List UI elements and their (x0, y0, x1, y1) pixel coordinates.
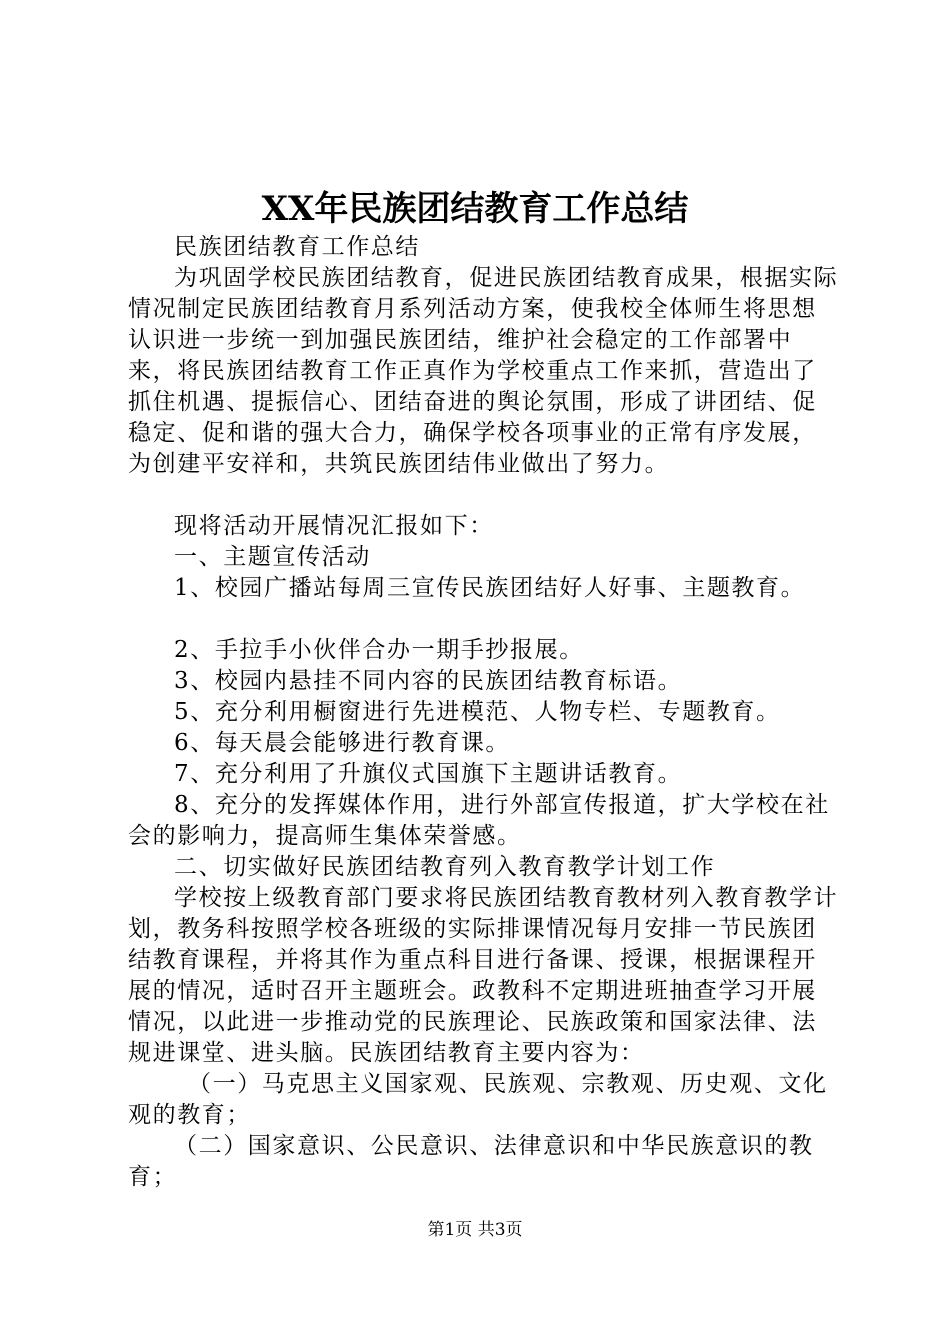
subtitle-paragraph: 民族团结教育工作总结 (174, 234, 420, 260)
list-item-8: 8、充分的发挥媒体作用，进行外部宣传报道，扩大学校在社会的影响力，提高师生集体荣誉感。 (128, 792, 830, 849)
page-footer: 第1页 共3页 (427, 1220, 523, 1240)
content-item-1: （一）马克思主义国家观、民族观、宗教观、历史观、文化观的教育； (128, 1071, 828, 1128)
list-item-7: 7、充分利用了升旗仪式国旗下主题讲话教育。 (174, 761, 683, 787)
report-intro-line: 现将活动开展情况汇报如下： (174, 513, 494, 539)
section-heading-1: 一、主题宣传活动 (174, 544, 371, 570)
section-heading-2: 二、切实做好民族团结教育列入教育教学计划工作 (174, 854, 716, 880)
document-title: XX年民族团结教育工作总结 (261, 189, 689, 229)
list-item-2: 2、手拉手小伙伴合办一期手抄报展。 (174, 637, 584, 663)
content-item-2: （二）国家意识、公民意识、法律意识和中华民族意识的教育； (128, 1133, 814, 1190)
intro-paragraph: 为巩固学校民族团结教育，促进民族团结教育成果，根据实际情况制定民族团结教育月系列活动方案，使我校全体师生将思想认识进一步统一到加强民族团结，维护社会稳定的工作部署中来，将民族团结教育工作正真作为学校重点工作来抓，营造出了抓住机遇、提振信心、团结奋进的舆论氛围，形成了讲团结、促稳定、促和谐的强大合力，确保学校各项事业的正常有序发展，为创建平安祥和，共筑民族团结伟业做出了努力。 (128, 265, 839, 477)
document-body (128, 232, 840, 1193)
curriculum-paragraph: 学校按上级教育部门要求将民族团结教育教材列入教育教学计划，教务科按照学校各班级的实际排课情况每月安排一节民族团结教育课程，并将其作为重点科目进行备课、授课，根据课程开展的情况，适时召开主题班会。政教科不定期进班抽查学习开展情况，以此进一步推动党的民族理论、民族政策和国家法律、法规进课堂、进头脑。民族团结教育主要内容为： (128, 885, 839, 1066)
list-item-5: 5、充分利用橱窗进行先进模范、人物专栏、专题教育。 (174, 699, 781, 725)
list-item-1: 1、校园广播站每周三宣传民族团结好人好事、主题教育。 (174, 575, 806, 601)
list-item-3: 3、校园内悬挂不同内容的民族团结教育标语。 (174, 668, 683, 694)
list-item-6: 6、每天晨会能够进行教育课。 (174, 730, 511, 756)
